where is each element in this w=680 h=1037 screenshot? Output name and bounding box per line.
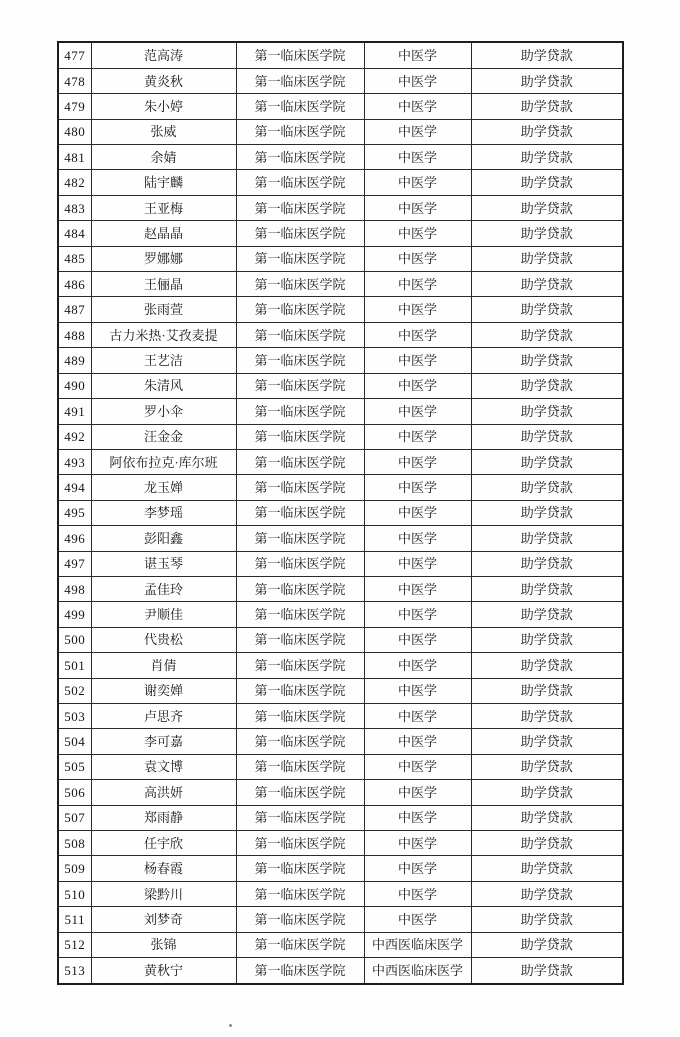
- cell-college: 第一临床医学院: [236, 42, 364, 68]
- cell-aid_type: 助学贷款: [471, 297, 623, 322]
- table-row: [58, 246, 623, 271]
- cell-serial: 499: [58, 602, 91, 627]
- cell-serial: 500: [58, 627, 91, 652]
- cell-major: 中医学: [364, 627, 471, 652]
- cell-name: 张雨萱: [91, 297, 236, 322]
- cell-aid_type: 助学贷款: [471, 526, 623, 551]
- table-row: [58, 195, 623, 220]
- cell-college: 第一临床医学院: [236, 754, 364, 779]
- table-row: [58, 68, 623, 93]
- table-row: [58, 475, 623, 500]
- cell-name: 高洪妍: [91, 780, 236, 805]
- cell-aid_type: 助学贷款: [471, 145, 623, 170]
- cell-college: 第一临床医学院: [236, 221, 364, 246]
- cell-name: 范高涛: [91, 42, 236, 68]
- cell-major: 中医学: [364, 881, 471, 906]
- cell-major: 中医学: [364, 399, 471, 424]
- cell-name: 刘梦奇: [91, 907, 236, 932]
- cell-aid_type: 助学贷款: [471, 678, 623, 703]
- cell-aid_type: 助学贷款: [471, 958, 623, 984]
- cell-aid_type: 助学贷款: [471, 627, 623, 652]
- cell-major: 中医学: [364, 500, 471, 525]
- cell-college: 第一临床医学院: [236, 653, 364, 678]
- cell-major: 中医学: [364, 907, 471, 932]
- cell-college: 第一临床医学院: [236, 424, 364, 449]
- cell-college: 第一临床医学院: [236, 958, 364, 984]
- cell-college: 第一临床医学院: [236, 246, 364, 271]
- cell-name: 阿依布拉克·库尔班: [91, 449, 236, 474]
- cell-major: 中医学: [364, 195, 471, 220]
- table-row: [58, 856, 623, 881]
- cell-aid_type: 助学贷款: [471, 805, 623, 830]
- cell-major: 中医学: [364, 322, 471, 347]
- cell-name: 袁文博: [91, 754, 236, 779]
- cell-aid_type: 助学贷款: [471, 907, 623, 932]
- cell-major: 中医学: [364, 373, 471, 398]
- cell-major: 中医学: [364, 221, 471, 246]
- table-row: [58, 729, 623, 754]
- cell-major: 中医学: [364, 475, 471, 500]
- cell-major: 中医学: [364, 551, 471, 576]
- cell-college: 第一临床医学院: [236, 373, 364, 398]
- cell-name: 代贵松: [91, 627, 236, 652]
- table-row: [58, 500, 623, 525]
- cell-serial: 477: [58, 42, 91, 68]
- table-row: [58, 170, 623, 195]
- cell-aid_type: 助学贷款: [471, 653, 623, 678]
- cell-serial: 510: [58, 881, 91, 906]
- cell-major: 中医学: [364, 42, 471, 68]
- cell-serial: 490: [58, 373, 91, 398]
- cell-serial: 492: [58, 424, 91, 449]
- cell-name: 肖倩: [91, 653, 236, 678]
- cell-college: 第一临床医学院: [236, 805, 364, 830]
- cell-college: 第一临床医学院: [236, 627, 364, 652]
- cell-major: 中医学: [364, 424, 471, 449]
- cell-serial: 506: [58, 780, 91, 805]
- cell-aid_type: 助学贷款: [471, 373, 623, 398]
- cell-name: 赵晶晶: [91, 221, 236, 246]
- cell-name: 郑雨静: [91, 805, 236, 830]
- scan-artifact-dot: [229, 1024, 232, 1027]
- cell-aid_type: 助学贷款: [471, 42, 623, 68]
- cell-name: 张威: [91, 119, 236, 144]
- cell-major: 中医学: [364, 272, 471, 297]
- table-row: [58, 932, 623, 957]
- cell-name: 彭阳鑫: [91, 526, 236, 551]
- cell-name: 王俪晶: [91, 272, 236, 297]
- cell-aid_type: 助学贷款: [471, 94, 623, 119]
- cell-serial: 501: [58, 653, 91, 678]
- cell-name: 杨春霞: [91, 856, 236, 881]
- cell-major: 中医学: [364, 449, 471, 474]
- table-body: [58, 42, 623, 984]
- cell-major: 中医学: [364, 145, 471, 170]
- cell-college: 第一临床医学院: [236, 94, 364, 119]
- cell-college: 第一临床医学院: [236, 780, 364, 805]
- cell-aid_type: 助学贷款: [471, 272, 623, 297]
- table-row: [58, 322, 623, 347]
- cell-serial: 495: [58, 500, 91, 525]
- cell-college: 第一临床医学院: [236, 907, 364, 932]
- cell-major: 中医学: [364, 703, 471, 728]
- table-row: [58, 42, 623, 68]
- cell-serial: 498: [58, 576, 91, 601]
- cell-college: 第一临床医学院: [236, 500, 364, 525]
- cell-aid_type: 助学贷款: [471, 221, 623, 246]
- cell-college: 第一临床医学院: [236, 678, 364, 703]
- cell-major: 中医学: [364, 831, 471, 856]
- cell-college: 第一临床医学院: [236, 297, 364, 322]
- cell-serial: 496: [58, 526, 91, 551]
- cell-college: 第一临床医学院: [236, 932, 364, 957]
- cell-major: 中医学: [364, 246, 471, 271]
- cell-college: 第一临床医学院: [236, 729, 364, 754]
- cell-serial: 484: [58, 221, 91, 246]
- cell-serial: 489: [58, 348, 91, 373]
- cell-aid_type: 助学贷款: [471, 348, 623, 373]
- cell-serial: 505: [58, 754, 91, 779]
- cell-major: 中医学: [364, 678, 471, 703]
- table-row: [58, 958, 623, 984]
- cell-college: 第一临床医学院: [236, 881, 364, 906]
- cell-major: 中医学: [364, 653, 471, 678]
- cell-aid_type: 助学贷款: [471, 703, 623, 728]
- cell-serial: 511: [58, 907, 91, 932]
- cell-name: 朱小婷: [91, 94, 236, 119]
- table-row: [58, 449, 623, 474]
- cell-college: 第一临床医学院: [236, 449, 364, 474]
- cell-major: 中医学: [364, 119, 471, 144]
- cell-aid_type: 助学贷款: [471, 68, 623, 93]
- table-row: [58, 119, 623, 144]
- table-row: [58, 602, 623, 627]
- cell-serial: 481: [58, 145, 91, 170]
- cell-name: 梁黔川: [91, 881, 236, 906]
- cell-aid_type: 助学贷款: [471, 119, 623, 144]
- cell-college: 第一临床医学院: [236, 68, 364, 93]
- cell-aid_type: 助学贷款: [471, 780, 623, 805]
- cell-aid_type: 助学贷款: [471, 576, 623, 601]
- cell-college: 第一临床医学院: [236, 551, 364, 576]
- cell-aid_type: 助学贷款: [471, 399, 623, 424]
- table-row: [58, 373, 623, 398]
- cell-name: 谌玉琴: [91, 551, 236, 576]
- cell-name: 古力米热·艾孜麦提: [91, 322, 236, 347]
- cell-college: 第一临床医学院: [236, 856, 364, 881]
- cell-aid_type: 助学贷款: [471, 449, 623, 474]
- cell-name: 卢思齐: [91, 703, 236, 728]
- cell-name: 黄炎秋: [91, 68, 236, 93]
- cell-serial: 503: [58, 703, 91, 728]
- cell-serial: 508: [58, 831, 91, 856]
- cell-name: 谢奕婵: [91, 678, 236, 703]
- cell-serial: 478: [58, 68, 91, 93]
- cell-serial: 485: [58, 246, 91, 271]
- cell-serial: 497: [58, 551, 91, 576]
- cell-major: 中医学: [364, 297, 471, 322]
- table-row: [58, 526, 623, 551]
- cell-serial: 512: [58, 932, 91, 957]
- cell-college: 第一临床医学院: [236, 703, 364, 728]
- cell-major: 中西医临床医学: [364, 958, 471, 984]
- cell-major: 中医学: [364, 780, 471, 805]
- table-row: [58, 297, 623, 322]
- cell-college: 第一临床医学院: [236, 348, 364, 373]
- cell-college: 第一临床医学院: [236, 272, 364, 297]
- cell-major: 中医学: [364, 754, 471, 779]
- cell-name: 孟佳玲: [91, 576, 236, 601]
- cell-aid_type: 助学贷款: [471, 754, 623, 779]
- cell-aid_type: 助学贷款: [471, 424, 623, 449]
- cell-major: 中医学: [364, 729, 471, 754]
- cell-serial: 493: [58, 449, 91, 474]
- table-row: [58, 678, 623, 703]
- cell-name: 余婧: [91, 145, 236, 170]
- cell-major: 中医学: [364, 856, 471, 881]
- table-row: [58, 703, 623, 728]
- cell-serial: 507: [58, 805, 91, 830]
- table-row: [58, 805, 623, 830]
- cell-aid_type: 助学贷款: [471, 246, 623, 271]
- cell-serial: 509: [58, 856, 91, 881]
- cell-serial: 479: [58, 94, 91, 119]
- cell-serial: 502: [58, 678, 91, 703]
- cell-college: 第一临床医学院: [236, 399, 364, 424]
- cell-serial: 513: [58, 958, 91, 984]
- cell-name: 汪金金: [91, 424, 236, 449]
- cell-serial: 480: [58, 119, 91, 144]
- cell-serial: 483: [58, 195, 91, 220]
- cell-name: 陆宇麟: [91, 170, 236, 195]
- cell-college: 第一临床医学院: [236, 475, 364, 500]
- cell-serial: 491: [58, 399, 91, 424]
- cell-college: 第一临床医学院: [236, 831, 364, 856]
- cell-serial: 488: [58, 322, 91, 347]
- cell-major: 中医学: [364, 348, 471, 373]
- table-row: [58, 907, 623, 932]
- cell-name: 王艺洁: [91, 348, 236, 373]
- table-row: [58, 399, 623, 424]
- table-row: [58, 780, 623, 805]
- cell-college: 第一临床医学院: [236, 576, 364, 601]
- cell-college: 第一临床医学院: [236, 145, 364, 170]
- cell-serial: 494: [58, 475, 91, 500]
- cell-college: 第一临床医学院: [236, 322, 364, 347]
- cell-aid_type: 助学贷款: [471, 856, 623, 881]
- cell-name: 罗娜娜: [91, 246, 236, 271]
- cell-serial: 486: [58, 272, 91, 297]
- cell-name: 王亚梅: [91, 195, 236, 220]
- cell-major: 中医学: [364, 526, 471, 551]
- table-row: [58, 576, 623, 601]
- cell-major: 中医学: [364, 805, 471, 830]
- cell-major: 中医学: [364, 170, 471, 195]
- cell-college: 第一临床医学院: [236, 195, 364, 220]
- cell-aid_type: 助学贷款: [471, 500, 623, 525]
- cell-aid_type: 助学贷款: [471, 831, 623, 856]
- cell-aid_type: 助学贷款: [471, 322, 623, 347]
- cell-aid_type: 助学贷款: [471, 932, 623, 957]
- cell-name: 罗小伞: [91, 399, 236, 424]
- table-row: [58, 348, 623, 373]
- cell-major: 中医学: [364, 94, 471, 119]
- table-row: [58, 627, 623, 652]
- cell-major: 中医学: [364, 576, 471, 601]
- table-row: [58, 221, 623, 246]
- cell-major: 中医学: [364, 602, 471, 627]
- cell-college: 第一临床医学院: [236, 119, 364, 144]
- cell-aid_type: 助学贷款: [471, 551, 623, 576]
- student-aid-table: [57, 41, 624, 985]
- cell-aid_type: 助学贷款: [471, 195, 623, 220]
- cell-aid_type: 助学贷款: [471, 602, 623, 627]
- cell-college: 第一临床医学院: [236, 170, 364, 195]
- cell-name: 任宇欣: [91, 831, 236, 856]
- table-row: [58, 551, 623, 576]
- cell-aid_type: 助学贷款: [471, 475, 623, 500]
- cell-name: 朱清风: [91, 373, 236, 398]
- table-row: [58, 653, 623, 678]
- cell-major: 中医学: [364, 68, 471, 93]
- cell-college: 第一临床医学院: [236, 526, 364, 551]
- cell-major: 中西医临床医学: [364, 932, 471, 957]
- cell-name: 黄秋宁: [91, 958, 236, 984]
- cell-name: 尹顺佳: [91, 602, 236, 627]
- cell-name: 李梦瑶: [91, 500, 236, 525]
- cell-aid_type: 助学贷款: [471, 729, 623, 754]
- table-row: [58, 145, 623, 170]
- table-row: [58, 831, 623, 856]
- cell-aid_type: 助学贷款: [471, 881, 623, 906]
- cell-name: 李可嘉: [91, 729, 236, 754]
- cell-name: 龙玉婵: [91, 475, 236, 500]
- cell-serial: 504: [58, 729, 91, 754]
- cell-serial: 482: [58, 170, 91, 195]
- table-row: [58, 272, 623, 297]
- cell-aid_type: 助学贷款: [471, 170, 623, 195]
- cell-serial: 487: [58, 297, 91, 322]
- table-row: [58, 754, 623, 779]
- table-row: [58, 424, 623, 449]
- table-row: [58, 881, 623, 906]
- cell-college: 第一临床医学院: [236, 602, 364, 627]
- table-row: [58, 94, 623, 119]
- cell-name: 张锦: [91, 932, 236, 957]
